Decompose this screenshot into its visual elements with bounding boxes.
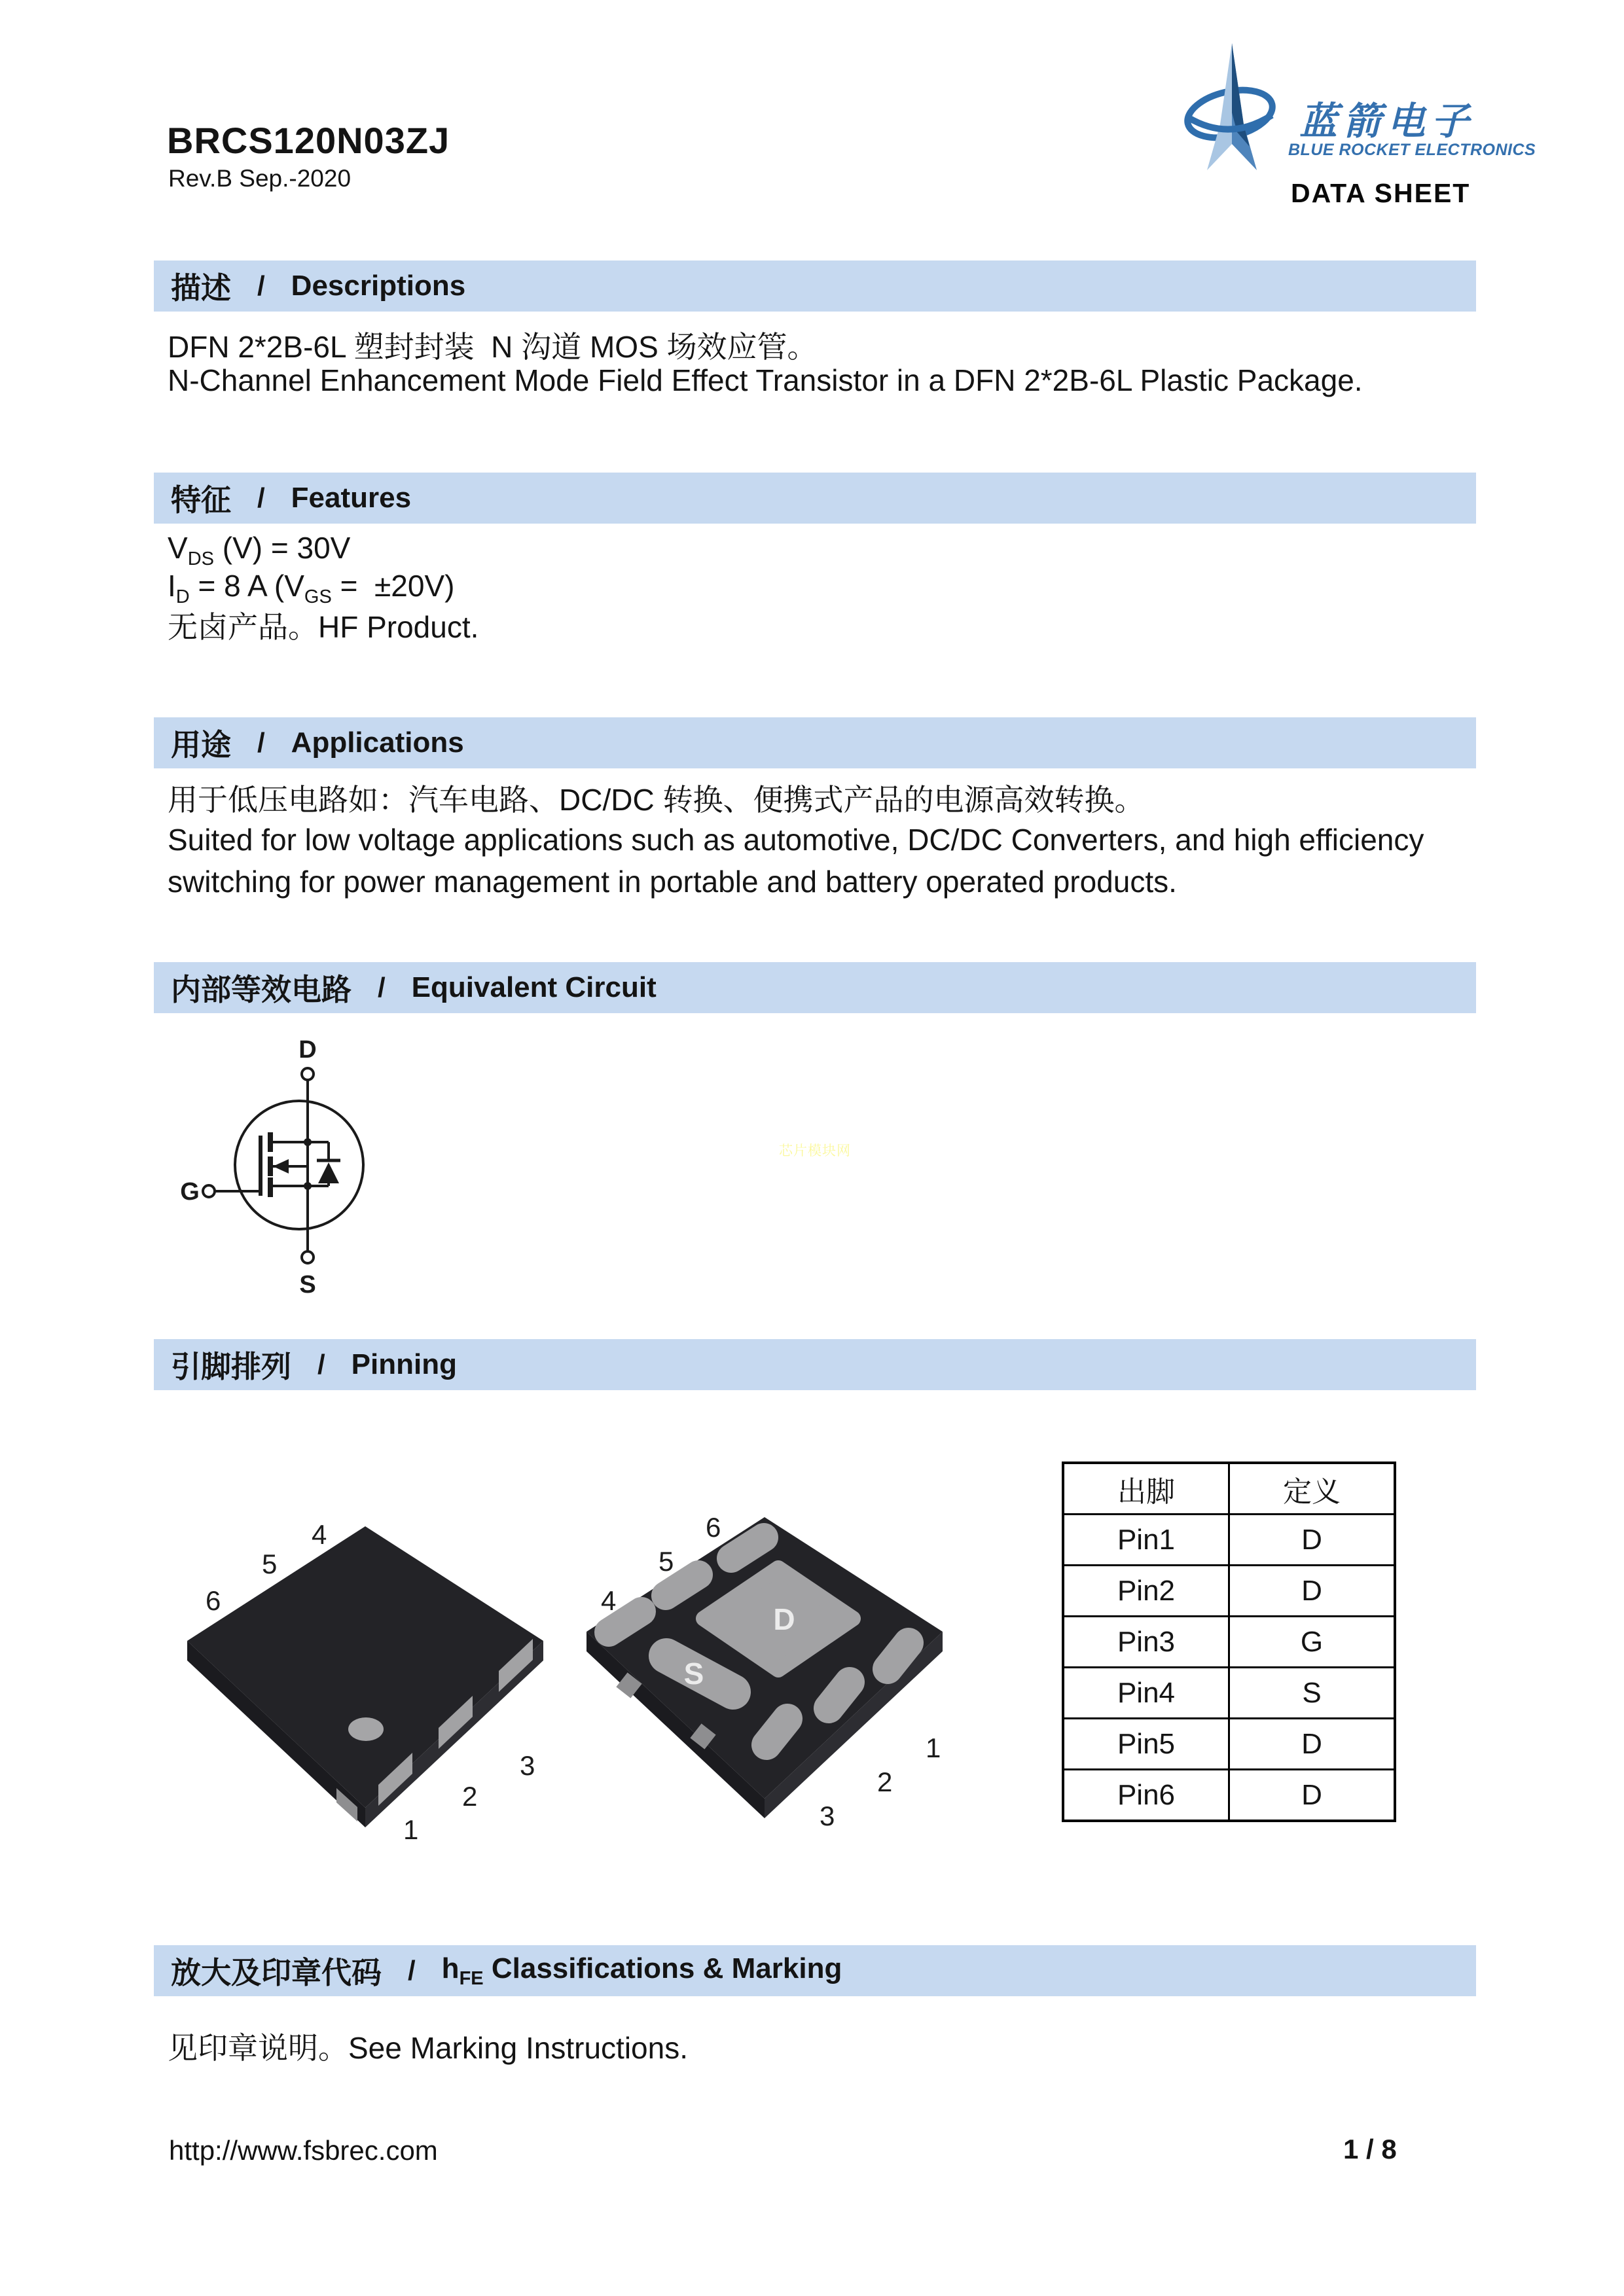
package-bottom-view-image [581,1471,954,1838]
source-pad-label: S [683,1657,704,1691]
pin-table-header: 出脚 [1063,1463,1229,1515]
table-row [1063,1770,1395,1821]
table-row [1063,1515,1395,1566]
section-title-en: $h_{FE}$ Classifications & Marking [441,1952,842,1989]
rocket-logo-icon [1182,41,1282,178]
section-header-pinning [154,1339,1476,1390]
pin-number-label: 6 [706,1512,721,1543]
section-title-cn: 特征 [171,483,231,517]
doc-type-label: DATA SHEET [1291,178,1471,208]
section-header-marking [154,1945,1476,1996]
applications-line-cn: 用于低压电路如：汽车电路、DC/DC 转换、便携式产品的电源高效转换。 [168,783,1145,817]
feature-vds-rating: $V_{DS}$ (V) = 30V [168,531,351,570]
logo-company-cn: 蓝箭电子 [1299,100,1475,143]
table-row [1063,1719,1395,1770]
section-title-cn: 描述 [171,271,231,305]
perimeter-pad [666,1575,698,1596]
pin-table-cell: Pin4 [1063,1668,1229,1719]
section-header-features [154,473,1476,524]
drain-terminal [302,1068,314,1080]
section-title-separator: / [257,270,265,301]
section-title-separator: / [317,1349,325,1380]
section-title-cn: 内部等效电路 [171,973,352,1007]
table-row [1063,1566,1395,1617]
pin-table-cell: D [1229,1770,1396,1821]
pin-number-label: 4 [601,1585,617,1616]
logo-company-en: BLUE ROCKET ELECTRONICS [1288,141,1536,159]
applications-line-en2: switching for power management in portable and battery operated products. [168,865,1177,899]
pin-number-label: 2 [877,1767,893,1797]
perimeter-pad [888,1643,909,1669]
body-arrow [273,1159,289,1174]
pin-table-cell: Pin6 [1063,1770,1229,1821]
pin-number-label: 6 [206,1585,221,1616]
section-title-en: Descriptions [291,270,466,302]
pin-table-cell: S [1229,1668,1396,1719]
section-title-en: Applications [291,726,464,759]
section-title-separator: / [378,972,386,1003]
footer-website-link[interactable]: http://www.fsbrec.com [169,2135,438,2166]
watermark-text: 芯片模块网 [779,1143,851,1158]
gate-terminal [203,1185,215,1197]
pin-number-label: 3 [820,1801,835,1831]
section-title-en: Features [291,482,412,514]
pin-table-cell: Pin5 [1063,1719,1229,1770]
pin-number-label: 4 [312,1519,327,1550]
page-number: 1 / 8 [1343,2134,1397,2164]
page-title: BRCS120N03ZJ [167,120,450,161]
source-label: S [299,1271,316,1299]
section-title-en: Equivalent Circuit [411,971,657,1003]
pin-table-cell: Pin3 [1063,1617,1229,1668]
section-title-separator: / [257,727,265,758]
section-title-cn: 用途 [171,728,231,762]
gate-label: G [180,1178,200,1206]
package-top-view-image [182,1480,555,1847]
perimeter-pad [829,1682,850,1708]
pin-table-cell: G [1229,1617,1396,1668]
pin-number-label: 2 [462,1781,478,1812]
revision-text: Rev.B Sep.-2020 [168,165,352,192]
feature-halogen-free: 无卤产品。HF Product. [168,610,479,644]
perimeter-pad [731,1537,764,1558]
drain-pad-label: D [773,1602,795,1636]
pin-table-cell: Pin2 [1063,1566,1229,1617]
applications-line-en1: Suited for low voltage applications such as automotive, DC/DC Converters, and high efficiency [168,823,1424,857]
table-header-row [1063,1463,1395,1515]
pin-number-label: 1 [926,1732,941,1763]
table-row [1063,1668,1395,1719]
section-title-separator: / [257,482,265,513]
pin-table-cell: D [1229,1719,1396,1770]
pin-table-header: 定义 [1229,1463,1396,1515]
perimeter-pad [767,1719,787,1745]
section-header-descriptions [154,260,1476,312]
mosfet-equivalent-circuit-diagram [177,1034,373,1302]
description-line-en: N-Channel Enhancement Mode Field Effect Transistor in a DFN 2*2B-6L Plastic Package. [168,363,1363,397]
section-title-cn: 引脚排列 [171,1350,291,1384]
section-title-separator: / [408,1955,416,1986]
pin-table-cell: Pin1 [1063,1515,1229,1566]
section-title-en: Pinning [351,1348,457,1380]
package-top-face [187,1526,543,1808]
marking-instructions-text: 见印章说明。See Marking Instructions. [168,2031,689,2065]
source-terminal [302,1251,314,1263]
pin-table-cell: D [1229,1515,1396,1566]
rocket-left-half [1207,43,1232,170]
pin-definition-table [1062,1462,1396,1822]
table-row [1063,1617,1395,1668]
pin-number-label: 3 [520,1750,535,1781]
drain-label: D [298,1036,317,1064]
section-title-cn: 放大及印章代码 [171,1956,382,1990]
section-header-applications [154,717,1476,768]
pin-table-cell: D [1229,1566,1396,1617]
pin1-marker-dot [348,1717,384,1741]
pin-number-label: 1 [403,1814,419,1845]
pin-number-label: 5 [659,1546,674,1577]
description-line-cn: DFN 2*2B-6L 塑封封装 N 沟道 MOS 场效应管。 [168,330,818,364]
pin-number-label: 5 [262,1549,278,1579]
body-diode [318,1162,339,1183]
section-header-equivalent-circuit [154,962,1476,1013]
feature-id-rating: $I_D = 8$ A $(V_{GS} = \pm 20V)$ [168,569,455,608]
